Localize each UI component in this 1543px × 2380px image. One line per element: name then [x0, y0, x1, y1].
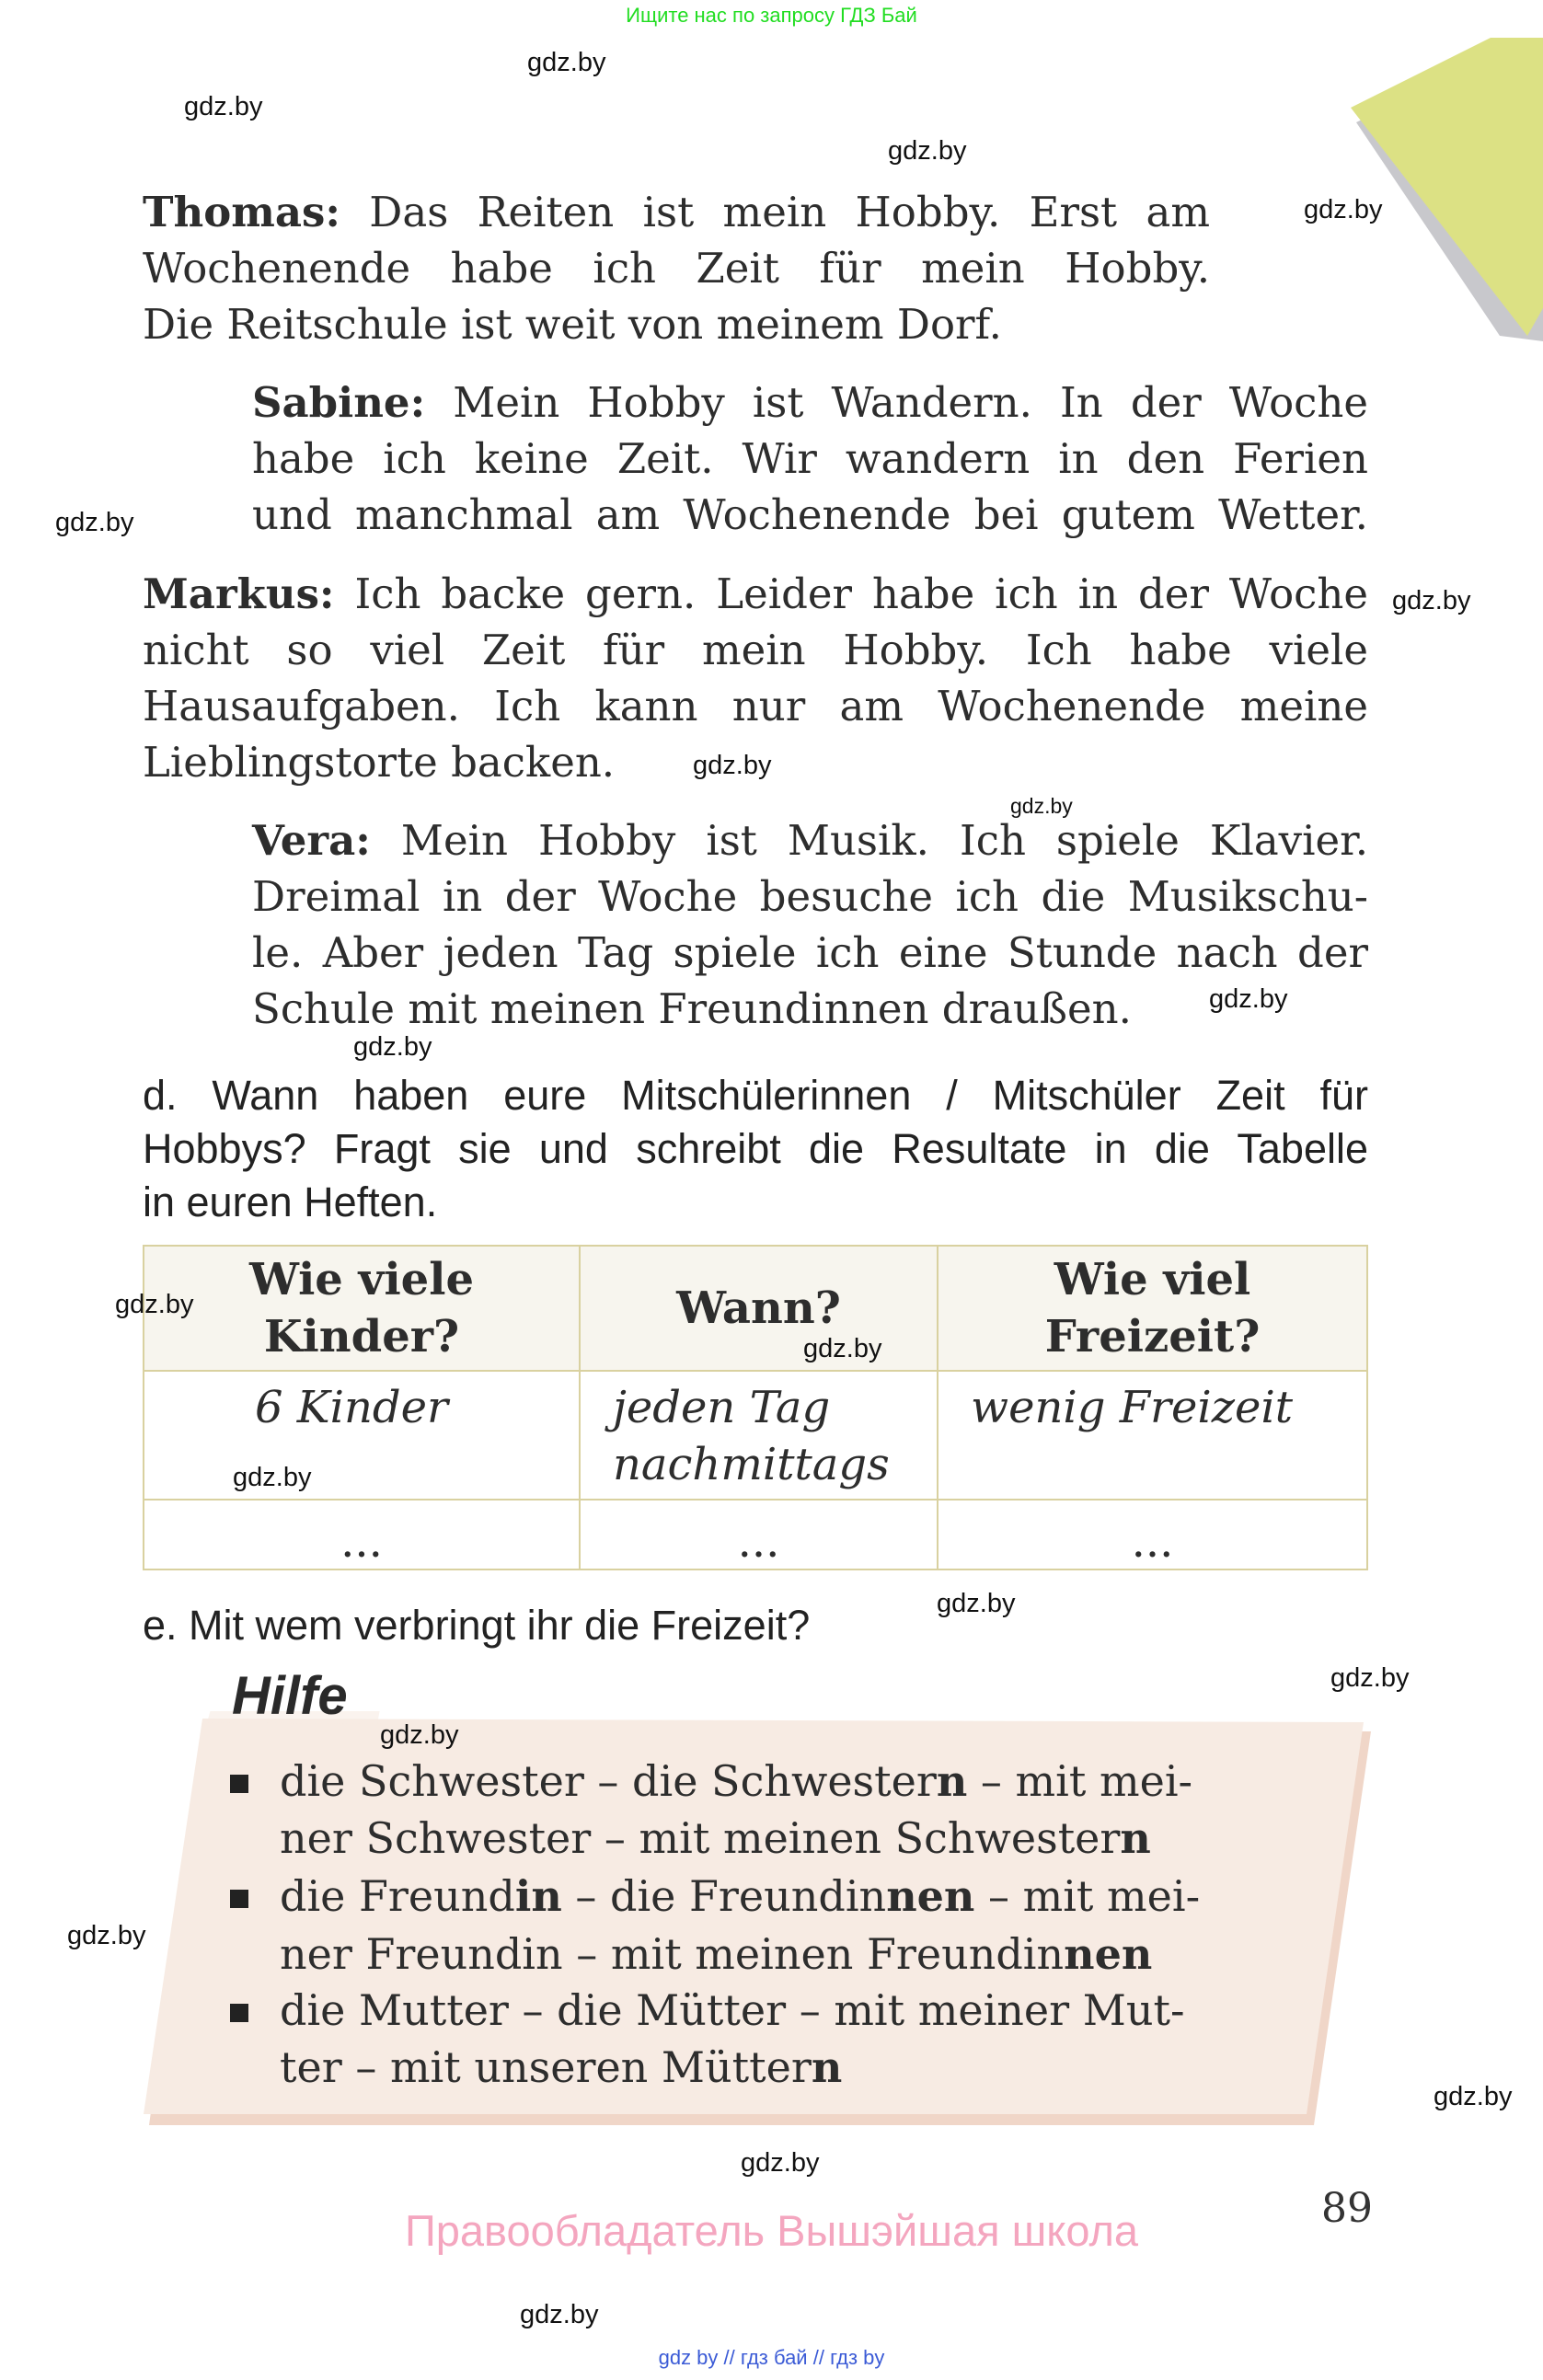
watermark: gdz.by: [380, 1720, 459, 1750]
text-segment: nen: [886, 1871, 975, 1921]
text-segment: die Mutter – die Mütter – mit meiner Mut-: [280, 1985, 1185, 2035]
watermark: gdz.by: [67, 1921, 146, 1950]
watermark: gdz.by: [115, 1290, 194, 1319]
table-cell: 6 Kinder: [144, 1371, 580, 1500]
footer-links: [0, 2346, 1543, 2370]
text-line: habe ich keine Zeit. Wir wandern in den Ferien: [252, 434, 1368, 483]
text-segment: ter – mit unseren Mütter: [280, 2042, 812, 2092]
copyright-notice: Правообладатель Вышэйшая школа: [404, 2206, 1139, 2255]
text-line: Hobbys? Fragt sie und schreibt die Resultate in die Tabelle: [143, 1125, 1368, 1172]
text-segment: ner Freundin – mit meinen Freundin: [280, 1929, 1065, 1979]
speaker-name: Markus:: [143, 569, 335, 618]
text-segment: nen: [1064, 1929, 1153, 1979]
header-count: Wie viele Kinder?: [144, 1246, 580, 1371]
top-banner: Ищите нас по запросу ГДЗ Бай: [626, 4, 917, 27]
text-line: Mein Hobby ist Wandern. In der Woche: [425, 378, 1368, 427]
watermark: gdz.by: [1392, 586, 1471, 615]
table-cell: wenig Freizeit: [938, 1371, 1367, 1500]
text-segment: – mit mei-: [974, 1871, 1201, 1921]
table-cell: ...: [144, 1500, 580, 1569]
hilfe-line: [280, 1982, 1185, 2039]
header-when: Wann?: [580, 1246, 938, 1371]
hilfe-title: Hilfe: [232, 1666, 348, 1726]
watermark: gdz.by: [520, 2300, 599, 2329]
watermark: gdz.by: [1330, 1663, 1410, 1693]
text-line: in euren Heften.: [143, 1179, 438, 1225]
hilfe-line: [280, 1753, 1192, 1810]
table-row: [144, 1371, 1367, 1500]
watermark: gdz.by: [741, 2148, 820, 2178]
footer-link-gdz-by-ru[interactable]: гдз by: [830, 2346, 885, 2369]
text-line: Ich backe gern. Leider habe ich in der Woche: [334, 569, 1368, 618]
watermark: gdz.by: [527, 48, 606, 77]
bullet-square-icon: [230, 2004, 248, 2022]
speaker-name: Thomas:: [143, 188, 340, 236]
table-cell: jeden Tag nachmittags: [580, 1371, 938, 1500]
text-segment: – die Freundin: [561, 1871, 887, 1921]
watermark: gdz.by: [184, 92, 263, 121]
watermark: gdz.by: [1209, 984, 1288, 1014]
table-cell: ...: [938, 1500, 1367, 1569]
bullet-square-icon: [230, 1775, 248, 1793]
text-line: Dreimal in der Woche besuche ich die Musikschu-: [252, 872, 1368, 921]
hilfe-line: [280, 1810, 1151, 1867]
text-segment: n: [811, 2042, 843, 2092]
header-freetime: Wie viel Freizeit?: [938, 1246, 1367, 1371]
text-line: le. Aber jeden Tag spiele ich eine Stunde nach der: [252, 928, 1368, 977]
text-segment: ner Schwester – mit meinen Schwester: [280, 1813, 1121, 1863]
table-row: [144, 1500, 1367, 1569]
text-line: d. Wann haben eure Mitschülerinnen / Mitschüler Zeit für: [143, 1072, 1368, 1119]
watermark: gdz.by: [937, 1589, 1016, 1618]
text-line: Hausaufgaben. Ich kann nur am Wochenende meine: [143, 682, 1368, 730]
footer-link-gdz-by[interactable]: gdz by: [658, 2346, 719, 2369]
hilfe-line: [280, 2039, 842, 2096]
watermark: gdz.by: [1304, 195, 1383, 224]
text-line: Lieblingstorte backen.: [143, 738, 616, 787]
watermark: gdz.by: [803, 1334, 882, 1363]
text-segment: n: [1120, 1813, 1151, 1863]
task-e: e. Mit wem verbringt ihr die Freizeit?: [143, 1602, 811, 1649]
text-segment: n: [936, 1756, 968, 1806]
text-line: Mein Hobby ist Musik. Ich spiele Klavier.: [370, 816, 1368, 865]
hilfe-line: [280, 1926, 1152, 1983]
text-segment: – mit mei-: [967, 1756, 1193, 1806]
page-number: 89: [1321, 2185, 1373, 2232]
text-segment: die Freund: [280, 1871, 515, 1921]
table-cell: ...: [580, 1500, 938, 1569]
table-header-row: [144, 1246, 1367, 1371]
watermark: gdz.by: [1010, 794, 1073, 818]
text-line: Die Reitschule ist weit von meinem Dorf.: [143, 300, 1002, 349]
paragraph-thomas: [143, 184, 1210, 352]
text-line: Schule mit meinen Freundinnen draußen.: [252, 984, 1132, 1033]
watermark: gdz.by: [55, 508, 134, 537]
speaker-name: Vera:: [252, 816, 371, 865]
paragraph-vera: [252, 812, 1368, 1037]
watermark: gdz.by: [693, 751, 772, 780]
speaker-name: Sabine:: [252, 378, 426, 427]
footer-link-gdz-bai[interactable]: гдз бай: [740, 2346, 808, 2369]
text-line: Wochenende habe ich Zeit für mein Hobby.: [143, 244, 1210, 293]
page-corner-tab: [1343, 32, 1543, 345]
text-segment: die Schwester – die Schwester: [280, 1756, 937, 1806]
text-line: Das Reiten ist mein Hobby. Erst am: [340, 188, 1210, 236]
bullet-square-icon: [230, 1890, 248, 1908]
hilfe-line: [280, 1868, 1200, 1925]
text-line: und manchmal am Wochenende bei gutem Wetter.: [252, 490, 1368, 539]
hobby-table: [143, 1245, 1368, 1570]
watermark: gdz.by: [353, 1032, 432, 1062]
task-d: [143, 1069, 1368, 1229]
watermark: gdz.by: [233, 1463, 312, 1492]
paragraph-sabine: [252, 374, 1368, 543]
text-line: nicht so viel Zeit für mein Hobby. Ich habe viele: [143, 626, 1368, 674]
watermark: gdz.by: [888, 136, 967, 166]
text-segment: in: [514, 1871, 562, 1921]
watermark: gdz.by: [1434, 2082, 1513, 2111]
separator: //: [723, 2346, 735, 2369]
separator: //: [812, 2346, 824, 2369]
